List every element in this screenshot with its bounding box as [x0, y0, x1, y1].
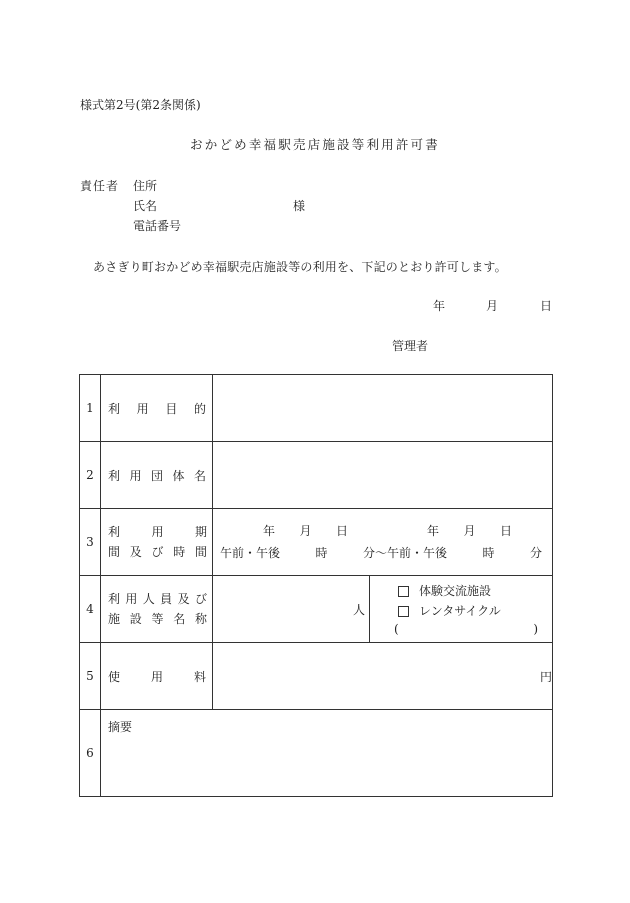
- remarks-label: 摘要: [108, 720, 133, 734]
- date-year-label: 年: [433, 299, 446, 313]
- group-name-field[interactable]: [213, 442, 553, 509]
- permission-statement: あさぎり町おかどめ幸福駅売店施設等の利用を、下記のとおり許可します。: [93, 260, 507, 274]
- row-number: 6: [80, 710, 101, 797]
- document-title: おかどめ幸福駅売店施設等利用許可書: [190, 137, 440, 152]
- address-label: 住所: [133, 179, 158, 193]
- row-number: 5: [80, 643, 101, 710]
- headcount-facility-label: 利 用 人 員 及 び 施 設 等 名 称: [101, 576, 213, 643]
- purpose-field[interactable]: [213, 375, 553, 442]
- headcount-field[interactable]: [213, 576, 370, 643]
- other-facility-field[interactable]: ( ): [394, 622, 538, 636]
- checkbox[interactable]: [398, 586, 409, 597]
- manager-label: 管理者: [392, 339, 429, 353]
- purpose-label: 利 用 目 的: [101, 375, 213, 442]
- facility-option-rental-cycle[interactable]: レンタサイクル: [370, 601, 552, 621]
- checkbox[interactable]: [398, 606, 409, 617]
- period-field[interactable]: 年 月 日 年 月 日 午前・午後 時 分〜午前・午後 時 分: [213, 509, 553, 576]
- people-unit: 人: [352, 602, 365, 617]
- permit-table: [79, 374, 553, 797]
- date-month-label: 月: [486, 299, 499, 313]
- row-number: 4: [80, 576, 101, 643]
- table-row: [80, 576, 553, 643]
- responsible-label: 責任者: [80, 179, 120, 193]
- table-row: [80, 643, 553, 710]
- remarks-field[interactable]: [101, 710, 553, 797]
- table-row: [80, 710, 553, 797]
- row-number: 3: [80, 509, 101, 576]
- table-row: [80, 375, 553, 442]
- table-row: [80, 442, 553, 509]
- fee-field[interactable]: [213, 643, 553, 710]
- facility-option-exchange[interactable]: 体験交流施設: [370, 581, 552, 601]
- row-number: 2: [80, 442, 101, 509]
- group-name-label: 利 用 団 体 名: [101, 442, 213, 509]
- phone-label: 電話番号: [133, 219, 182, 233]
- yen-unit: 円: [539, 669, 552, 684]
- name-label: 氏名: [133, 199, 158, 213]
- row-number: 1: [80, 375, 101, 442]
- facility-options: [370, 576, 553, 643]
- table-row: [80, 509, 553, 576]
- fee-label: 使 用 料: [101, 643, 213, 710]
- period-label: 利 用 期 間 及 び 時 間: [101, 509, 213, 576]
- form-number: 様式第2号(第2条関係): [80, 98, 201, 112]
- honorific: 様: [293, 199, 306, 213]
- date-day-label: 日: [540, 299, 553, 313]
